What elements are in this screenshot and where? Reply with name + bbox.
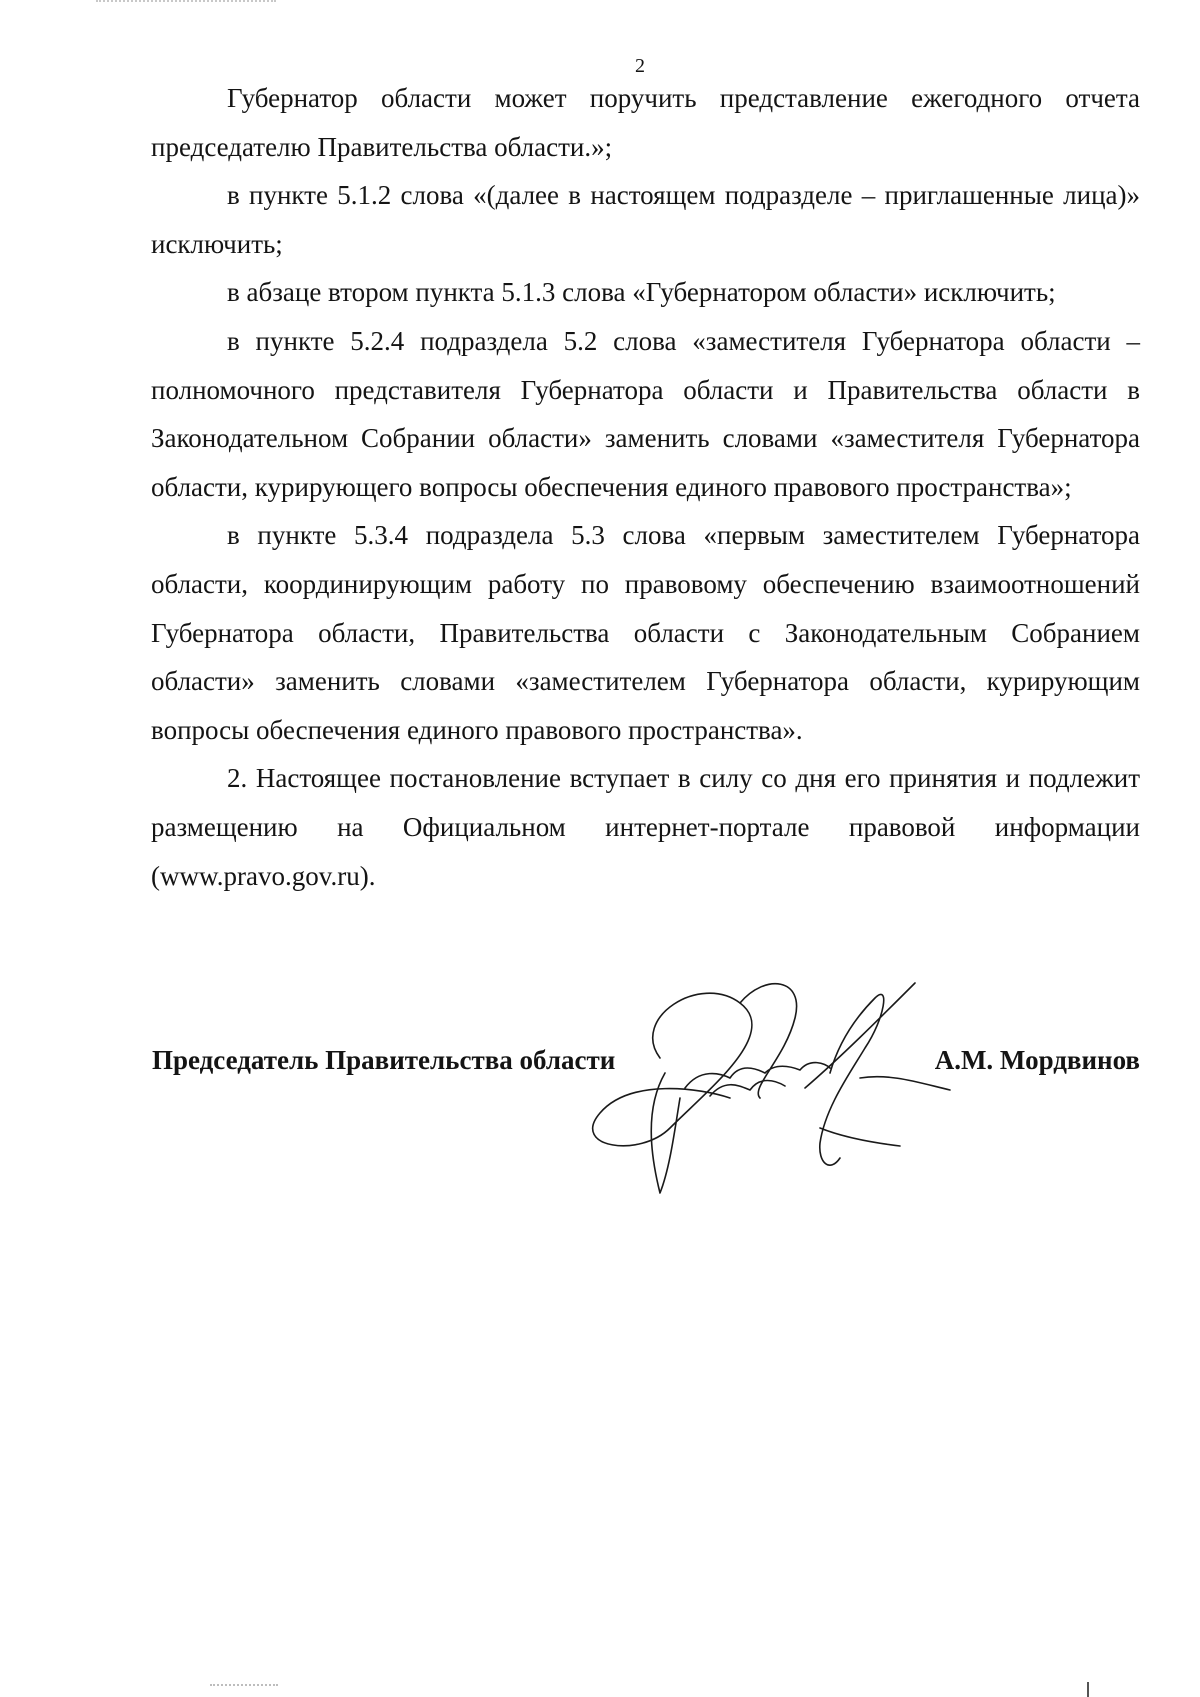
paragraph-item-5-1-2: в пункте 5.1.2 слова «(далее в настоящем подразделе – приглашенные лица)» исключить; — [151, 180, 1140, 259]
paragraph-entry-into-force: 2. Настоящее постановление вступает в силу со дня его принятия и подлежит размещению на Официальном интернет-портале правовой информации (www.pravo.gov.ru). — [151, 763, 1140, 891]
scan-artifact-right — [1087, 1682, 1089, 1697]
paragraph-item-5-1-3: в абзаце втором пункта 5.1.3 слова «Губернатором области» исключить; — [227, 277, 1056, 308]
scan-artifact-top — [96, 0, 276, 5]
page-number: 2 — [635, 55, 645, 77]
signer-position: Председатель Правительства области — [152, 1045, 616, 1075]
handwritten-signature — [590, 978, 980, 1198]
paragraph-item-5-3-4: в пункте 5.3.4 подраздела 5.3 слова «первым заместителем Губернатора области, координирующим работу по правовому обеспечению взаимоотношений Губернатора области, Правительства области с Законодательным Собранием области» заменить словами «заместителем Губернатора области, курирующим вопросы обеспечения единого правового пространства». — [151, 520, 1140, 745]
paragraph-item-5-2-4: в пункте 5.2.4 подраздела 5.2 слова «заместителя Губернатора области – полномочного представителя Губернатора области и Правительства области в Законодательном Собрании области» заменить словами «заместителя Губернатора области, курирующего вопросы обеспечения единого правового пространства»; — [151, 325, 1140, 502]
signer-name: А.М. Мордвинов — [934, 1045, 1140, 1075]
paragraph-annual-report: Губернатор области может поручить представление ежегодного отчета председателю Правительства области.»; — [151, 83, 1140, 162]
scan-artifact-bottom — [210, 1684, 278, 1689]
document-body — [151, 74, 1140, 900]
